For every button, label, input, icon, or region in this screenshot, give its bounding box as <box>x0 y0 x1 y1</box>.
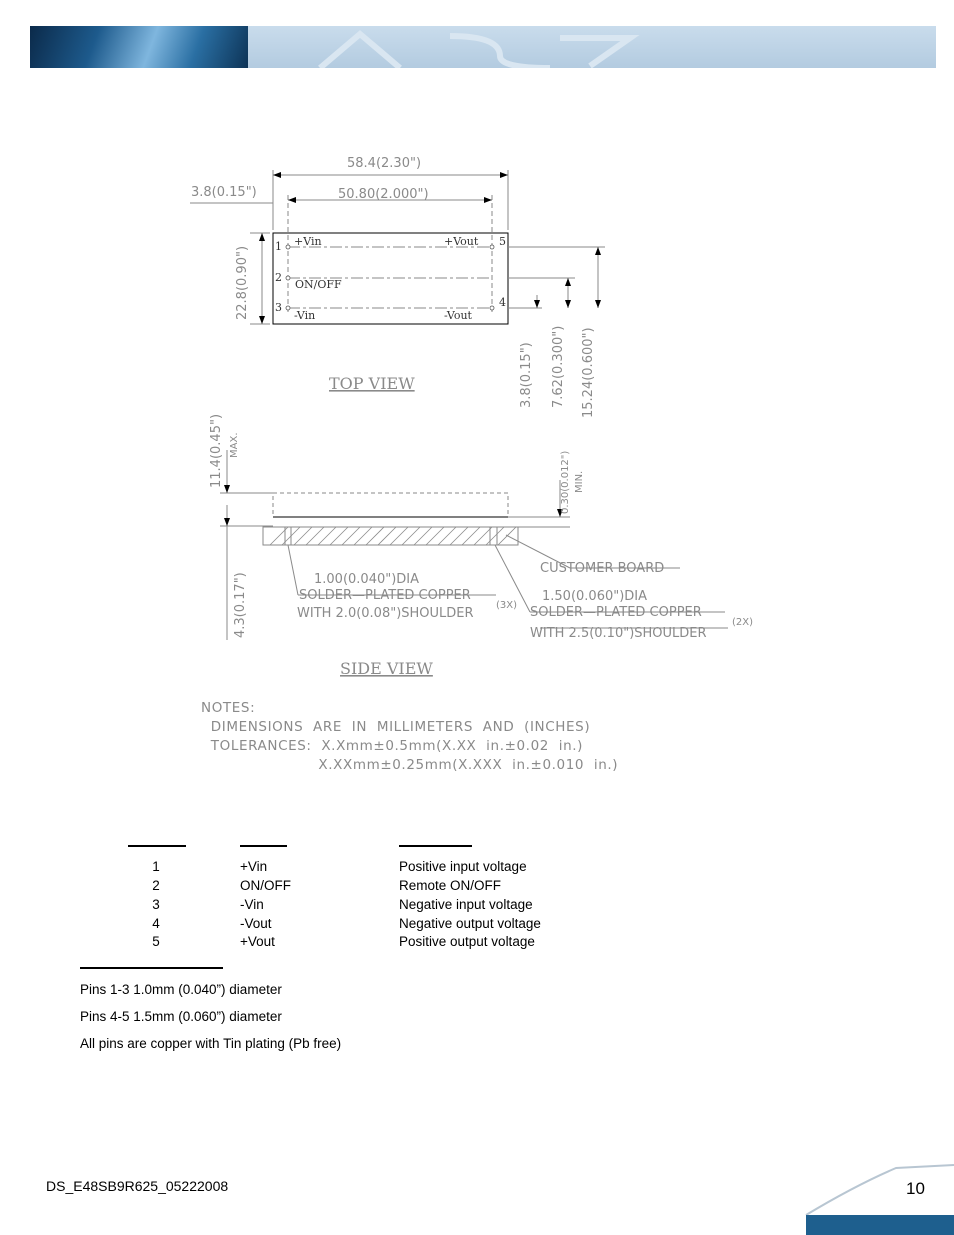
pin-a-line2: SOLDER—PLATED COPPER <box>299 588 471 603</box>
pin-name: +Vin <box>240 859 268 874</box>
pin-label-vout-plus: +Vout <box>444 235 479 248</box>
pin-name: +Vout <box>240 934 275 949</box>
pin-num-4: 4 <box>499 296 506 309</box>
dim-r2: 7.62(0.300") <box>551 325 566 408</box>
mechanical-drawing <box>180 150 780 650</box>
side-view-title: SIDE VIEW <box>340 659 433 678</box>
pin-spec-header-rule <box>80 967 223 969</box>
pin-spec-line: Pins 1-3 1.0mm (0.040”) diameter <box>80 982 282 997</box>
pin-spec-line: All pins are copper with Tin plating (Pb free) <box>80 1036 342 1051</box>
notes-units: DIMENSIONS ARE IN MILLIMETERS AND (INCHES) <box>201 719 591 735</box>
pin-num-3: 3 <box>275 301 282 314</box>
pin-function: Positive input voltage <box>399 859 527 874</box>
dim-pin-spacing: 50.80(2.000") <box>338 187 429 202</box>
pin-b-dia: 1.50(0.060")DIA <box>542 589 648 604</box>
header-rule-function <box>399 845 472 847</box>
top-view-title: TOP VIEW <box>329 374 415 393</box>
pin-spec-line: Pins 4-5 1.5mm (0.060”) diameter <box>80 1009 282 1024</box>
pin-label-vin-plus: +Vin <box>294 235 322 248</box>
pin-number: 2 <box>152 878 160 893</box>
pin-number: 4 <box>152 916 160 931</box>
notes-tolerance-1: TOLERANCES: X.Xmm±0.5mm(X.XX in.±0.02 in.) <box>201 738 584 754</box>
max-label: MAX. <box>229 432 240 458</box>
pin-b-line3: WITH 2.5(0.10")SHOULDER <box>530 626 707 641</box>
dim-left-offset: 3.8(0.15") <box>191 185 257 200</box>
pin-num-2: 2 <box>275 271 282 284</box>
dim-overall-width: 58.4(2.30") <box>347 156 422 171</box>
header-banner <box>30 26 936 68</box>
pin-num-5: 5 <box>499 235 506 248</box>
side-view-title-wrap <box>330 650 470 680</box>
pin-function: Negative output voltage <box>399 916 541 931</box>
header-rule-pin <box>128 845 186 847</box>
pin-b-qty: (2X) <box>732 617 754 628</box>
banner-watermark <box>30 26 936 68</box>
dim-r3: 15.24(0.600") <box>581 327 596 418</box>
header-rule-name <box>240 845 287 847</box>
dim-height: 22.8(0.90") <box>235 245 250 320</box>
page-number: 10 <box>906 1179 925 1198</box>
pin-label-vout-minus: -Vout <box>444 309 472 322</box>
pin-number: 3 <box>152 897 160 912</box>
dim-r1: 3.8(0.15") <box>519 342 534 408</box>
pin-a-dia: 1.00(0.040")DIA <box>314 572 420 587</box>
pin-function: Positive output voltage <box>399 934 535 949</box>
min-label: MIN. <box>574 470 585 493</box>
pin-number: 1 <box>152 859 160 874</box>
pin-name: ON/OFF <box>240 878 291 893</box>
dim-clearance: 0.30(0.012") <box>560 450 571 514</box>
pin-b-line2: SOLDER—PLATED COPPER <box>530 605 702 620</box>
dim-height-max: 11.4(0.45") <box>209 413 224 488</box>
pin-function: Negative input voltage <box>399 897 533 912</box>
notes-tolerance-2: X.XXmm±0.25mm(X.XXX in.±0.010 in.) <box>201 757 619 773</box>
notes-heading: NOTES: <box>201 700 256 716</box>
pin-number: 5 <box>152 934 160 949</box>
pin-a-line3: WITH 2.0(0.08")SHOULDER <box>297 606 474 621</box>
pin-num-1: 1 <box>275 240 282 253</box>
customer-board-label: CUSTOMER BOARD <box>540 561 665 576</box>
pin-a-qty: (3X) <box>496 600 518 611</box>
pin-function: Remote ON/OFF <box>399 878 502 893</box>
dim-pin-length: 4.3(0.17") <box>233 572 248 638</box>
document-id: DS_E48SB9R625_05222008 <box>46 1178 229 1194</box>
drawing-notes <box>201 699 618 775</box>
pin-label-on-off: ON/OFF <box>295 278 342 291</box>
footer-corner-graphic <box>796 1150 954 1235</box>
pin-name: -Vin <box>240 897 264 912</box>
pin-name: -Vout <box>240 916 272 931</box>
pin-label-vin-minus: -Vin <box>294 309 316 322</box>
